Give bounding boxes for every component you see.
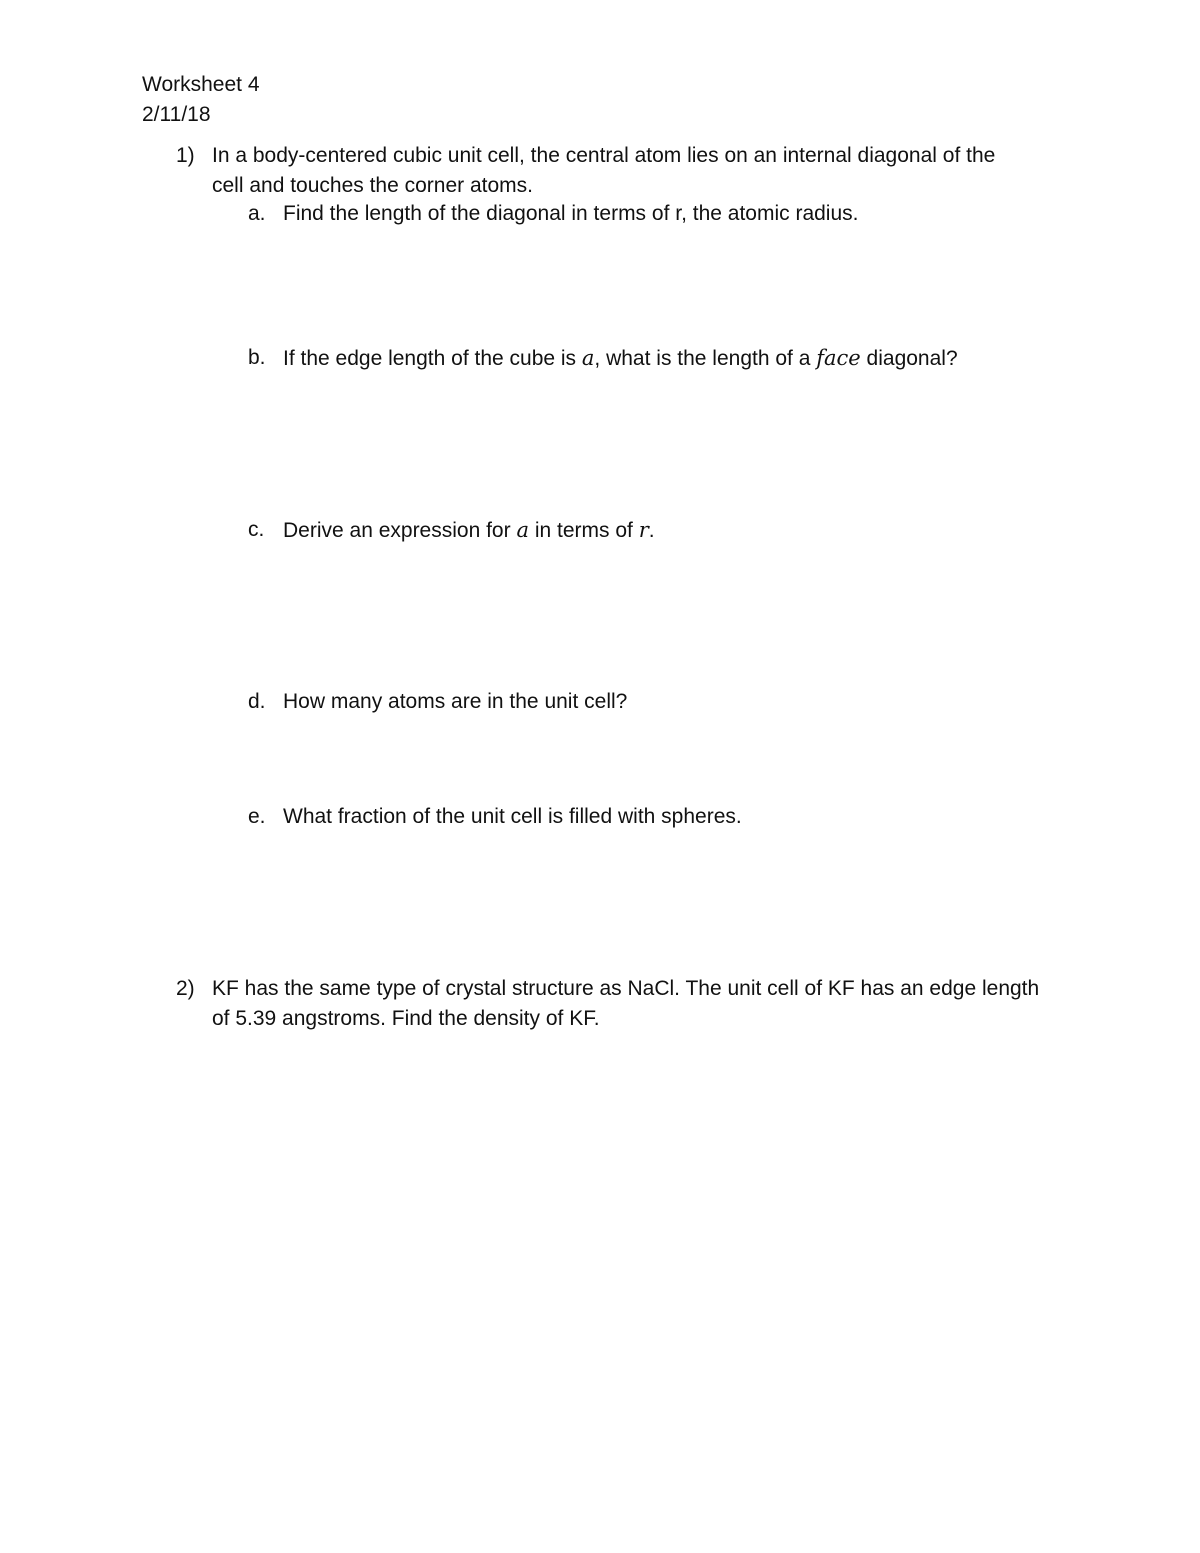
part-text-mid: in terms of [528, 519, 639, 542]
worksheet-title: Worksheet 4 [142, 73, 260, 96]
part-label: c. [248, 518, 265, 541]
part-text-pre: Derive an expression for [283, 519, 517, 542]
part-text-post: diagonal? [860, 347, 958, 370]
part-label: a. [248, 202, 266, 225]
part-label: b. [248, 346, 266, 369]
question-text-line-2: of 5.39 angstroms. Find the density of KF. [212, 1007, 600, 1030]
question-text-line-1: In a body-centered cubic unit cell, the central atom lies on an internal diagonal of the [212, 144, 996, 167]
variable-r: r [638, 518, 649, 542]
variable-a: a [516, 518, 529, 542]
part-label: d. [248, 690, 266, 713]
question-text-line-1: KF has the same type of crystal structure as NaCl. The unit cell of KF has an edge length [212, 977, 1040, 1000]
part-text-mid: , what is the length of a [594, 347, 817, 370]
part-text: Find the length of the diagonal in terms of r, the atomic radius. [283, 202, 859, 225]
question-number: 1) [176, 144, 195, 167]
part-text [283, 343, 958, 374]
part-text: What fraction of the unit cell is filled with spheres. [283, 805, 742, 828]
part-text-pre: If the edge length of the cube is [283, 347, 582, 370]
question-text-line-2: cell and touches the corner atoms. [212, 174, 534, 197]
worksheet-date: 2/11/18 [142, 103, 211, 126]
part-text-post: . [648, 519, 655, 542]
part-text [283, 515, 655, 546]
part-label: e. [248, 805, 266, 828]
variable-a: a [581, 346, 595, 370]
question-number: 2) [176, 977, 195, 1000]
part-text: How many atoms are in the unit cell? [283, 690, 628, 713]
emphasis-face: face [816, 346, 861, 370]
